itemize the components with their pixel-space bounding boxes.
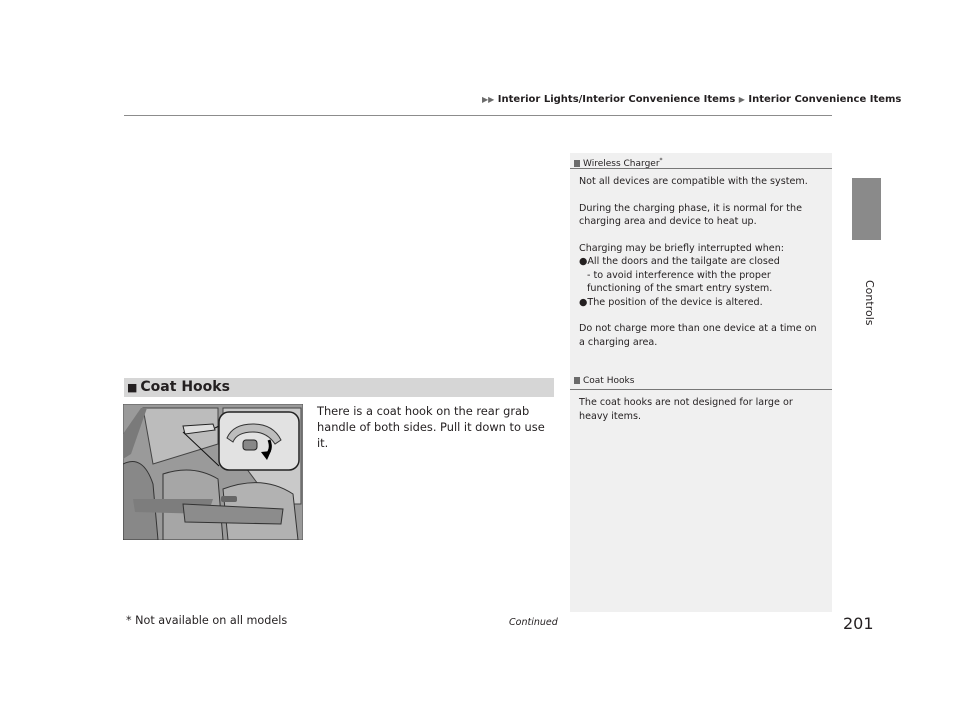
breadcrumb-separator-icon: ▶ [738, 95, 745, 104]
breadcrumb-part2: Interior Convenience Items [748, 94, 902, 105]
wireless-note-bullet1-sub: - to avoid interference with the proper functioning of the smart entry system. [587, 269, 773, 294]
coat-note-title-text: Coat Hooks [583, 376, 635, 386]
wireless-note-bullet1: ●All the doors and the tailgate are closed [579, 256, 780, 267]
wireless-note-p2: During the charging phase, it is normal for the charging area and device to heat up. [579, 202, 802, 227]
breadcrumb [482, 94, 901, 105]
wireless-note-bullet2: ●The position of the device is altered. [579, 296, 763, 308]
coat-note-body [570, 390, 832, 436]
section-title: Coat Hooks [140, 379, 230, 395]
notes-sidebar [570, 153, 832, 612]
section-heading [124, 378, 554, 397]
square-bullet-icon: ■ [127, 381, 138, 394]
chapter-label-text: Controls [863, 280, 876, 326]
wireless-note-p4: Do not charge more than one device at a time on a charging area. [579, 323, 817, 348]
breadcrumb-arrows-icon: ▶▶ [482, 95, 495, 104]
wireless-note-title-text: Wireless Charger [583, 159, 660, 169]
wireless-note-p3: Charging may be briefly interrupted when: [579, 242, 785, 254]
wireless-note-body [570, 169, 832, 349]
wireless-note-p1: Not all devices are compatible with the system. [579, 176, 808, 187]
breadcrumb-part1: Interior Lights/Interior Convenience Items [497, 94, 736, 105]
coat-hook-illustration [123, 404, 303, 540]
wireless-note-title [570, 153, 832, 169]
coat-note-p1: The coat hooks are not designed for large or heavy items. [579, 397, 793, 422]
note-ref-icon [574, 377, 580, 384]
continued-label: Continued [509, 617, 558, 628]
chapter-tab [852, 178, 881, 240]
asterisk: * [659, 157, 663, 164]
coat-note-title [570, 374, 832, 390]
chapter-label [846, 280, 886, 340]
page-number: 201 [843, 614, 874, 633]
section-body: There is a coat hook on the rear grab handle of both sides. Pull it down to use it. [317, 404, 545, 450]
footnote: * Not available on all models [126, 614, 288, 627]
note-ref-icon [574, 160, 580, 167]
header-rule [124, 115, 832, 116]
